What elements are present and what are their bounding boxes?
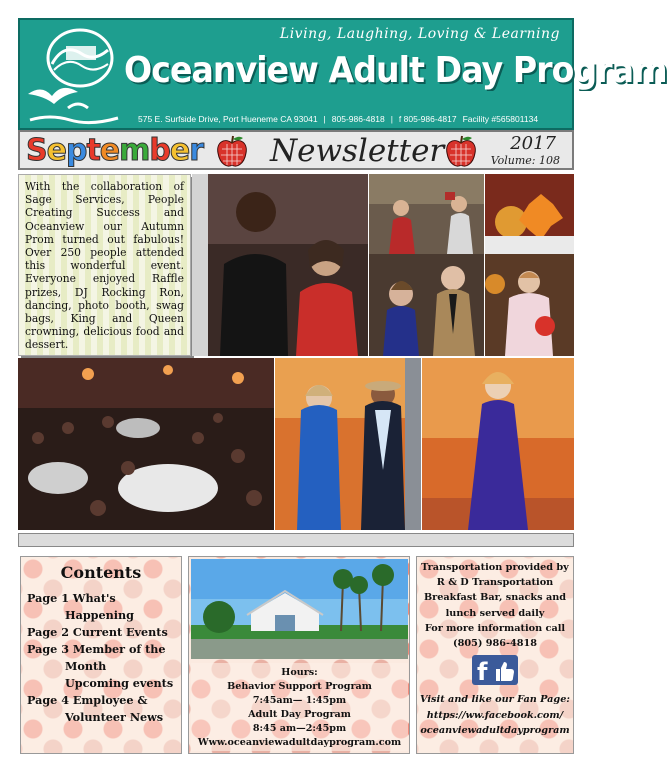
month-letter: p [65, 133, 87, 168]
month-title [26, 133, 203, 168]
photo-ballroom-crowd [18, 358, 274, 530]
toc-item[interactable]: Page 4 Employee & Volunteer News [27, 693, 164, 724]
program-title: Oceanview Adult Day Program [124, 50, 667, 91]
meals-line: Breakfast Bar, snacks and [423, 592, 567, 604]
photo-prom-couple [208, 174, 368, 356]
facility-number: Facility #565801134 [462, 114, 539, 124]
month-letter: m [119, 133, 150, 168]
month-letter: S [26, 133, 47, 168]
month-letter: r [189, 133, 204, 168]
info-phone[interactable]: (805) 986-4818 [453, 638, 537, 650]
address: 575 E. Surfside Drive, Port Hueneme CA 93041 [138, 114, 318, 124]
month-letter: e [46, 133, 66, 168]
transport-panel [416, 556, 574, 754]
divider [192, 174, 208, 356]
seagull-wave-logo [24, 24, 120, 124]
fan-page-prompt: Visit and like our Fan Page: [420, 694, 570, 706]
toc-item[interactable]: Page 1 What's Happening [27, 591, 134, 622]
facebook-like-icon[interactable] [472, 655, 518, 685]
behavior-program-time: 7:45am— 1:45pm [252, 695, 347, 706]
photo-queen-purple-dress [422, 358, 574, 530]
month-label [26, 133, 203, 168]
transport-line: R & D Transportation [436, 577, 554, 589]
toc-item[interactable]: Page 2 Current Events [27, 625, 168, 639]
toc-item[interactable]: Upcoming events [65, 676, 174, 690]
month-letter: b [149, 133, 170, 168]
tagline: Living, Laughing, Loving & Learning [279, 26, 560, 42]
photo-pumpkin-decor [485, 174, 574, 254]
phone-number: 805-986-4818 [331, 114, 385, 124]
photo-guests-pair [369, 254, 484, 356]
building-photo [191, 559, 408, 659]
adult-day-program-time: 8:45 am—2:45pm [252, 723, 347, 734]
prom-article: With the collaboration of Sage Services, People Creating Success and Oceanview our Autumn Prom turned out fabulous! Over 250 people attended this wonderful event. Everyone enjoyed Raffle prizes, DJ Rocking Ron, dancing, photo booth, swag bags, King and Queen crowning, delicious food and dessert. [18, 174, 191, 356]
section-divider [18, 533, 574, 547]
fax-number: f 805-986-4817 [398, 114, 457, 124]
contents-heading: Contents [60, 563, 142, 582]
contact-bar: 575 E. Surfside Drive, Port Hueneme CA 93041 | 805-986-4818 | f 805-986-4817 Facility #565801134 [138, 114, 539, 124]
toc-item[interactable]: Page 3 Member of the Month [27, 642, 166, 673]
hours-heading: Hours: [281, 667, 318, 678]
facebook-url[interactable]: https://ww.facebook.com/ [426, 709, 564, 721]
hours-panel [188, 556, 410, 754]
photo-guest-flower [485, 254, 574, 356]
apple-icon [445, 135, 477, 169]
contents-panel [20, 556, 182, 754]
issue-year: 2017 [510, 133, 556, 154]
masthead [18, 18, 667, 130]
month-letter: t [86, 133, 100, 168]
facebook-url[interactable]: oceanviewadultdayprogram [420, 724, 570, 736]
hours-info [191, 663, 408, 751]
issue-volume: Volume: 108 [490, 154, 560, 167]
meals-line: lunch served daily [445, 607, 545, 619]
website-link[interactable]: Www.oceanviewadultdayprogram.com [197, 737, 402, 748]
apple-icon [216, 135, 248, 169]
behavior-program-label: Behavior Support Program [227, 681, 372, 692]
month-letter: e [169, 133, 190, 168]
issue-bar [18, 130, 574, 170]
newsletter-label: Newsletter [270, 133, 445, 169]
transport-line: Transportation provided by [421, 562, 569, 573]
adult-day-program-label: Adult Day Program [248, 709, 351, 720]
photo-guests-seated [369, 174, 484, 254]
month-letter: e [99, 133, 120, 168]
info-line: For more information call [424, 622, 566, 634]
photo-king-queen [275, 358, 421, 530]
svg-text:f: f [477, 658, 488, 687]
